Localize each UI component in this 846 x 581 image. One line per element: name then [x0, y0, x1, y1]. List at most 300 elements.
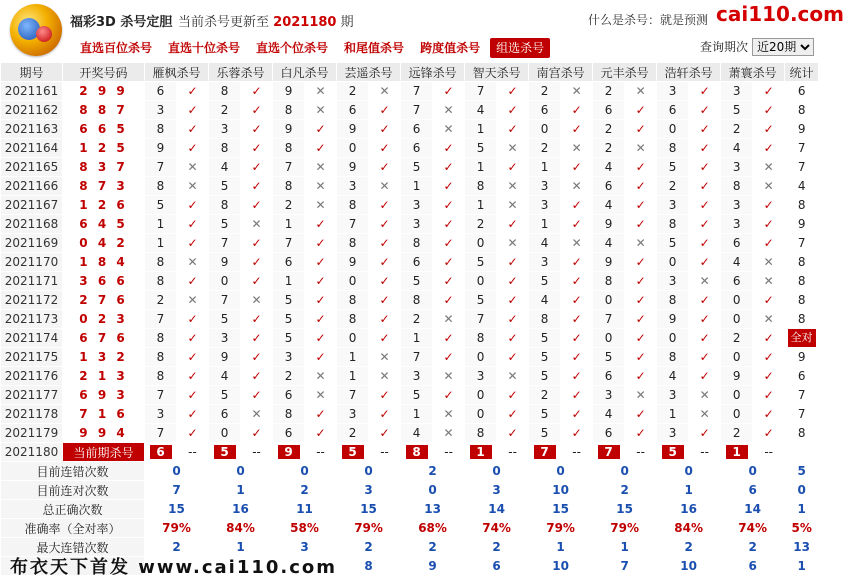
current-kill: [337, 443, 369, 462]
check-icon: ✓: [433, 329, 465, 348]
stat-row: [1, 500, 819, 519]
kill-value: 0: [657, 329, 689, 348]
stat-value: 0: [529, 462, 593, 481]
cross-icon: ✕: [433, 120, 465, 139]
kill-value: 0: [209, 272, 241, 291]
kill-value: 3: [401, 367, 433, 386]
check-icon: ✓: [625, 348, 657, 367]
check-icon: ✓: [241, 101, 273, 120]
draw-number: 1 2 5: [63, 139, 145, 158]
kill-value: 7: [401, 82, 433, 101]
draw-number: 8 3 7: [63, 158, 145, 177]
site-watermark: cai110.com: [716, 2, 844, 26]
kill-value: 2: [529, 386, 561, 405]
stat-value: 58%: [273, 519, 337, 538]
current-kill: [401, 443, 433, 462]
check-icon: ✓: [305, 215, 337, 234]
period-cell: 2021168: [1, 215, 63, 234]
check-icon: ✓: [369, 310, 401, 329]
check-icon: ✓: [625, 215, 657, 234]
table-row: [1, 234, 819, 253]
check-icon: ✓: [561, 348, 593, 367]
cross-icon: ✕: [433, 101, 465, 120]
period-cell: 2021178: [1, 405, 63, 424]
stat-count: 9: [785, 120, 819, 139]
table-header: [1, 63, 819, 82]
period-cell: 2021161: [1, 82, 63, 101]
check-icon: ✓: [561, 272, 593, 291]
table-row: [1, 405, 819, 424]
kill-value: 4: [209, 367, 241, 386]
stat-value: 15: [337, 500, 401, 519]
kill-value: 9: [337, 253, 369, 272]
stat-count: 8: [785, 272, 819, 291]
stat-value: 15: [529, 500, 593, 519]
stat-value: 0: [465, 462, 529, 481]
check-icon: ✓: [753, 291, 785, 310]
stat-label: 目前连错次数: [1, 462, 145, 481]
kill-value: 2: [273, 196, 305, 215]
kill-value: 1: [529, 158, 561, 177]
kill-value: 3: [721, 82, 753, 101]
kill-value: 3: [273, 348, 305, 367]
period-select[interactable]: [752, 38, 814, 56]
check-icon: ✓: [241, 386, 273, 405]
kill-value: 5: [465, 139, 497, 158]
cross-icon: ✕: [497, 196, 529, 215]
stat-count: 8: [785, 253, 819, 272]
kill-value: 0: [337, 139, 369, 158]
check-icon: ✓: [433, 158, 465, 177]
draw-number: 0 2 3: [63, 310, 145, 329]
kill-value: 9: [209, 348, 241, 367]
stat-total: 1: [785, 500, 819, 519]
kill-value: 4: [721, 139, 753, 158]
kill-value: 5: [529, 367, 561, 386]
kill-value: 2: [337, 82, 369, 101]
current-kill-value: 1: [470, 445, 492, 459]
nav-tab[interactable]: 和尾值杀号: [344, 41, 405, 55]
cross-icon: ✕: [497, 177, 529, 196]
kill-value: 0: [657, 120, 689, 139]
nav-tab[interactable]: 直选十位杀号: [168, 41, 241, 55]
kill-value: 3: [593, 386, 625, 405]
table-row: [1, 348, 819, 367]
check-icon: ✓: [561, 310, 593, 329]
check-icon: ✓: [497, 158, 529, 177]
check-icon: ✓: [625, 177, 657, 196]
check-icon: ✓: [753, 386, 785, 405]
period-cell: 2021171: [1, 272, 63, 291]
check-icon: ✓: [433, 253, 465, 272]
period-cell: 2021174: [1, 329, 63, 348]
kill-table: [0, 62, 819, 576]
kill-value: 0: [721, 405, 753, 424]
kill-value: 9: [273, 120, 305, 139]
check-icon: ✓: [689, 348, 721, 367]
check-icon: ✓: [497, 386, 529, 405]
kill-value: 0: [529, 120, 561, 139]
kill-value: 7: [145, 424, 177, 443]
check-icon: ✓: [369, 101, 401, 120]
kill-value: 3: [465, 367, 497, 386]
check-icon: ✓: [369, 215, 401, 234]
check-icon: ✓: [561, 405, 593, 424]
cross-icon: ✕: [561, 177, 593, 196]
check-icon: ✓: [561, 329, 593, 348]
stat-label: 准确率（全对率）: [1, 519, 145, 538]
cross-icon: ✕: [625, 139, 657, 158]
column-header: 南宫杀号: [529, 63, 593, 82]
check-icon: ✓: [177, 215, 209, 234]
stat-value: 1: [209, 481, 273, 500]
check-icon: ✓: [753, 101, 785, 120]
site-logo[interactable]: [10, 4, 62, 56]
stat-count: 9: [785, 215, 819, 234]
check-icon: ✓: [177, 386, 209, 405]
kill-value: 3: [209, 329, 241, 348]
check-icon: ✓: [625, 120, 657, 139]
kill-value: 6: [273, 253, 305, 272]
period-cell: 2021167: [1, 196, 63, 215]
check-icon: ✓: [689, 139, 721, 158]
check-icon: ✓: [305, 291, 337, 310]
check-icon: ✓: [753, 424, 785, 443]
stat-label: 最大连错次数: [1, 538, 145, 557]
stat-value: 0: [401, 481, 465, 500]
stat-count: 8: [785, 424, 819, 443]
stat-value: 2: [721, 538, 785, 557]
kill-value: 7: [209, 234, 241, 253]
page-title: 福彩3D 杀号定胆: [70, 15, 173, 30]
stat-count: [785, 443, 819, 462]
kill-value: 4: [209, 158, 241, 177]
stat-value: 13: [401, 500, 465, 519]
draw-number: 6 4 5: [63, 215, 145, 234]
draw-number: 7 1 6: [63, 405, 145, 424]
stat-value: 0: [721, 462, 785, 481]
current-kill-value: 1: [726, 445, 748, 459]
check-icon: ✓: [689, 177, 721, 196]
check-icon: ✓: [689, 310, 721, 329]
current-kill-value: 5: [214, 445, 236, 459]
check-icon: ✓: [561, 215, 593, 234]
stat-value: 6: [721, 557, 785, 576]
cross-icon: ✕: [689, 272, 721, 291]
nav-tab[interactable]: 组选杀号: [490, 38, 550, 58]
check-icon: ✓: [177, 272, 209, 291]
kill-value: 9: [593, 253, 625, 272]
check-icon: ✓: [625, 158, 657, 177]
column-header: 元丰杀号: [593, 63, 657, 82]
cross-icon: ✕: [369, 348, 401, 367]
kill-value: 8: [145, 272, 177, 291]
dash: --: [689, 443, 721, 462]
stat-value: 15: [593, 500, 657, 519]
check-icon: ✓: [177, 82, 209, 101]
kill-value: 2: [657, 177, 689, 196]
current-kill-value: 6: [150, 445, 172, 459]
table-row: [1, 310, 819, 329]
stat-value: 0: [657, 462, 721, 481]
nav-tab[interactable]: 跨度值杀号: [420, 41, 481, 55]
kill-value: 3: [721, 215, 753, 234]
kill-value: 9: [721, 367, 753, 386]
column-header: 统计: [785, 63, 819, 82]
stat-value: 10: [529, 557, 593, 576]
all-correct-label: 全对: [788, 329, 816, 347]
cross-icon: ✕: [305, 367, 337, 386]
stat-count: 8: [785, 310, 819, 329]
check-icon: ✓: [497, 424, 529, 443]
stat-value: 74%: [465, 519, 529, 538]
kill-value: 8: [273, 139, 305, 158]
stat-value: 2: [657, 538, 721, 557]
kill-value: 3: [657, 82, 689, 101]
kill-value: 3: [657, 386, 689, 405]
draw-number: 2 1 3: [63, 367, 145, 386]
check-icon: ✓: [753, 329, 785, 348]
check-icon: ✓: [625, 253, 657, 272]
check-icon: ✓: [241, 139, 273, 158]
kill-value: 2: [721, 120, 753, 139]
check-icon: ✓: [433, 215, 465, 234]
kill-value: 0: [593, 291, 625, 310]
cross-icon: ✕: [305, 158, 337, 177]
kill-value: 2: [465, 215, 497, 234]
check-icon: ✓: [177, 310, 209, 329]
check-icon: ✓: [689, 424, 721, 443]
period-cell: 2021173: [1, 310, 63, 329]
draw-number: 8 7 3: [63, 177, 145, 196]
kill-value: 5: [209, 215, 241, 234]
footer-banner: 布衣天下首发 www.cai110.com: [10, 557, 338, 578]
table-row: [1, 329, 819, 348]
stat-total: 1: [785, 557, 819, 576]
stat-row: [1, 519, 819, 538]
stat-count: 6: [785, 367, 819, 386]
check-icon: ✓: [497, 291, 529, 310]
stat-total: 5: [785, 462, 819, 481]
dash: --: [433, 443, 465, 462]
check-icon: ✓: [561, 367, 593, 386]
check-icon: ✓: [561, 253, 593, 272]
check-icon: ✓: [689, 234, 721, 253]
kill-value: 8: [657, 348, 689, 367]
kill-value: 6: [529, 101, 561, 120]
dash: --: [625, 443, 657, 462]
stat-count: 7: [785, 139, 819, 158]
check-icon: ✓: [433, 177, 465, 196]
cross-icon: ✕: [369, 367, 401, 386]
kill-value: 8: [145, 253, 177, 272]
kill-value: 7: [337, 215, 369, 234]
kill-value: 7: [337, 386, 369, 405]
stat-count: 4: [785, 177, 819, 196]
kill-value: 4: [593, 158, 625, 177]
kill-value: 8: [145, 367, 177, 386]
check-icon: ✓: [689, 329, 721, 348]
kill-value: 5: [401, 158, 433, 177]
current-kill: [593, 443, 625, 462]
kill-value: 8: [337, 291, 369, 310]
check-icon: ✓: [625, 424, 657, 443]
kill-value: 3: [209, 120, 241, 139]
kill-value: 8: [273, 101, 305, 120]
kill-value: 1: [145, 234, 177, 253]
check-icon: ✓: [369, 196, 401, 215]
kill-value: 3: [337, 177, 369, 196]
stat-count: 9: [785, 348, 819, 367]
kill-value: 4: [593, 405, 625, 424]
nav-tabs: [74, 38, 554, 58]
stat-value: 14: [721, 500, 785, 519]
kill-value: 3: [721, 196, 753, 215]
kill-value: 5: [401, 386, 433, 405]
draw-number: 2 7 6: [63, 291, 145, 310]
stat-count: 7: [785, 158, 819, 177]
kill-value: 0: [337, 329, 369, 348]
cross-icon: ✕: [689, 386, 721, 405]
check-icon: ✓: [369, 234, 401, 253]
kill-value: 4: [657, 367, 689, 386]
check-icon: ✓: [753, 215, 785, 234]
kill-value: 7: [465, 82, 497, 101]
check-icon: ✓: [369, 139, 401, 158]
kill-value: 6: [401, 139, 433, 158]
kill-value: 5: [529, 405, 561, 424]
nav-tab[interactable]: 直选个位杀号: [256, 41, 329, 55]
check-icon: ✓: [433, 82, 465, 101]
kill-value: 2: [337, 424, 369, 443]
column-header: 智天杀号: [465, 63, 529, 82]
all-correct-badge: [785, 329, 819, 348]
kill-value: 6: [721, 234, 753, 253]
cross-icon: ✕: [305, 82, 337, 101]
column-header: 乐蓉杀号: [209, 63, 273, 82]
kill-value: 5: [209, 310, 241, 329]
table-row: [1, 291, 819, 310]
table-row: [1, 101, 819, 120]
stat-value: 10: [529, 481, 593, 500]
cross-icon: ✕: [241, 215, 273, 234]
stat-row: [1, 481, 819, 500]
current-kill: [529, 443, 561, 462]
check-icon: ✓: [241, 120, 273, 139]
cross-icon: ✕: [753, 253, 785, 272]
kill-value: 6: [209, 405, 241, 424]
page-header: [0, 0, 844, 62]
check-icon: ✓: [177, 424, 209, 443]
check-icon: ✓: [305, 253, 337, 272]
check-icon: ✓: [241, 158, 273, 177]
cross-icon: ✕: [625, 82, 657, 101]
cross-icon: ✕: [369, 177, 401, 196]
check-icon: ✓: [177, 139, 209, 158]
kill-value: 8: [209, 82, 241, 101]
kill-value: 4: [401, 424, 433, 443]
kill-value: 2: [593, 120, 625, 139]
kill-value: 2: [593, 82, 625, 101]
kill-value: 5: [465, 253, 497, 272]
kill-value: 5: [657, 158, 689, 177]
kill-value: 7: [145, 158, 177, 177]
check-icon: ✓: [625, 196, 657, 215]
help-text[interactable]: 什么是杀号：就是预测: [588, 13, 709, 27]
cross-icon: ✕: [305, 196, 337, 215]
cross-icon: ✕: [497, 234, 529, 253]
kill-value: 1: [145, 215, 177, 234]
stat-value: 0: [593, 462, 657, 481]
cross-icon: ✕: [497, 367, 529, 386]
table-row: [1, 158, 819, 177]
check-icon: ✓: [753, 367, 785, 386]
kill-value: 1: [401, 329, 433, 348]
kill-value: 8: [465, 424, 497, 443]
check-icon: ✓: [177, 367, 209, 386]
draw-number: 1 8 4: [63, 253, 145, 272]
kill-value: 5: [529, 424, 561, 443]
check-icon: ✓: [561, 120, 593, 139]
check-icon: ✓: [689, 120, 721, 139]
kill-value: 5: [529, 272, 561, 291]
kill-value: 9: [337, 158, 369, 177]
check-icon: ✓: [561, 291, 593, 310]
table-row: [1, 120, 819, 139]
kill-value: 8: [721, 177, 753, 196]
stat-value: 8: [337, 557, 401, 576]
period-cell: 2021177: [1, 386, 63, 405]
check-icon: ✓: [689, 196, 721, 215]
check-icon: ✓: [561, 101, 593, 120]
column-header: 浩轩杀号: [657, 63, 721, 82]
stat-value: 9: [401, 557, 465, 576]
kill-value: 7: [145, 310, 177, 329]
check-icon: ✓: [177, 234, 209, 253]
check-icon: ✓: [753, 196, 785, 215]
kill-value: 8: [401, 234, 433, 253]
nav-tab[interactable]: 直选百位杀号: [80, 41, 153, 55]
kill-value: 8: [401, 291, 433, 310]
check-icon: ✓: [625, 329, 657, 348]
stat-value: 2: [401, 462, 465, 481]
check-icon: ✓: [497, 253, 529, 272]
period-cell: 2021180: [1, 443, 63, 462]
stat-value: 74%: [721, 519, 785, 538]
check-icon: ✓: [561, 386, 593, 405]
stat-label: 目前连对次数: [1, 481, 145, 500]
stat-value: 6: [465, 557, 529, 576]
period-cell: 2021166: [1, 177, 63, 196]
check-icon: ✓: [241, 348, 273, 367]
stat-value: 16: [209, 500, 273, 519]
check-icon: ✓: [305, 234, 337, 253]
stat-value: 2: [465, 538, 529, 557]
cross-icon: ✕: [625, 234, 657, 253]
check-icon: ✓: [433, 272, 465, 291]
table-row: [1, 386, 819, 405]
kill-value: 4: [465, 101, 497, 120]
kill-value: 3: [657, 196, 689, 215]
draw-number: 6 9 3: [63, 386, 145, 405]
draw-number: 1 3 2: [63, 348, 145, 367]
kill-value: 6: [337, 101, 369, 120]
kill-value: 9: [209, 253, 241, 272]
table-row: [1, 272, 819, 291]
check-icon: ✓: [625, 405, 657, 424]
check-icon: ✓: [561, 424, 593, 443]
check-icon: ✓: [753, 234, 785, 253]
